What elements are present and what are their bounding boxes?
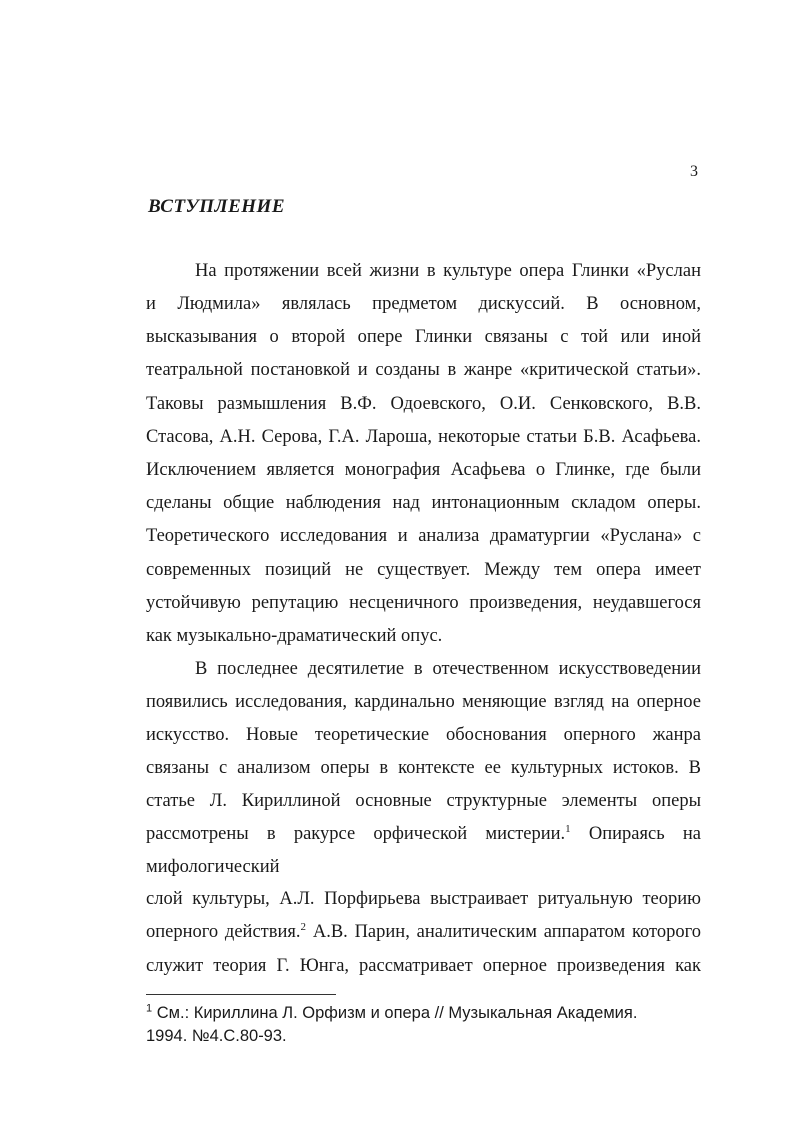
- text-line: высказывания о второй опере Глинки связаны с той или иной: [146, 327, 701, 347]
- text-line: как музыкально-драматический опус.: [146, 626, 443, 646]
- footnote-line: 1994. №4.С.80-93.: [146, 1027, 287, 1045]
- text-fragment: Опираясь на: [588, 824, 701, 844]
- text-line: современных позиций не существует. Между тем опера имеет: [146, 560, 701, 580]
- text-line: служит теория Г. Юнга, рассматривает оперное произведения как: [146, 956, 701, 976]
- text-line: мифологический: [146, 857, 280, 877]
- text-fragment: А.В. Парин, аналитическим аппаратом которого: [312, 922, 702, 942]
- text-line: связаны с анализом оперы в контексте ее культурных истоков. В: [146, 758, 701, 778]
- text-line: Таковы размышления В.Ф. Одоевского, О.И. Сенковского, В.В.: [146, 394, 701, 414]
- text-line: статье Л. Кириллиной основные структурные элементы оперы: [146, 791, 701, 811]
- text-line: появились исследования, кардинально меняющие взгляд на оперное: [146, 692, 701, 712]
- text-fragment: рассмотрены в ракурсе орфической мистерии.: [146, 824, 566, 844]
- footnote-marker: 1: [146, 1002, 153, 1015]
- section-heading: ВСТУПЛЕНИЕ: [148, 196, 285, 217]
- footnote-divider: [146, 994, 336, 995]
- text-line: устойчивую репутацию несценичного произведения, неудавшегося: [146, 593, 701, 613]
- footnote-ref: 1: [565, 822, 571, 835]
- text-line: На протяжении всей жизни в культуре опера Глинки «Руслан: [195, 261, 701, 281]
- footnote-line: [146, 1002, 637, 1024]
- text-line: [146, 920, 701, 944]
- text-fragment: оперного действия.: [146, 922, 301, 942]
- text-line: [146, 822, 701, 846]
- text-line: Теоретического исследования и анализа драматургии «Руслана» с: [146, 526, 701, 546]
- text-line: Стасова, А.Н. Серова, Г.А. Лароша, некоторые статьи Б.В. Асафьева.: [146, 427, 701, 447]
- text-line: театральной постановкой и созданы в жанре «критической статьи».: [146, 360, 701, 380]
- text-line: сделаны общие наблюдения над интонационным складом оперы.: [146, 493, 701, 513]
- text-line: и Людмила» являлась предметом дискуссий. В основном,: [146, 294, 701, 314]
- text-line: В последнее десятилетие в отечественном искусствоведении: [195, 659, 701, 679]
- page-number: 3: [690, 163, 698, 180]
- footnote-text: См.: Кириллина Л. Орфизм и опера // Музыкальная Академия.: [156, 1004, 638, 1022]
- footnote-ref: 2: [300, 920, 307, 933]
- text-line: слой культуры, А.Л. Порфирьева выстраивает ритуальную теорию: [146, 889, 701, 909]
- text-line: Исключением является монография Асафьева о Глинке, где были: [146, 460, 701, 480]
- text-line: искусство. Новые теоретические обоснования оперного жанра: [146, 725, 701, 745]
